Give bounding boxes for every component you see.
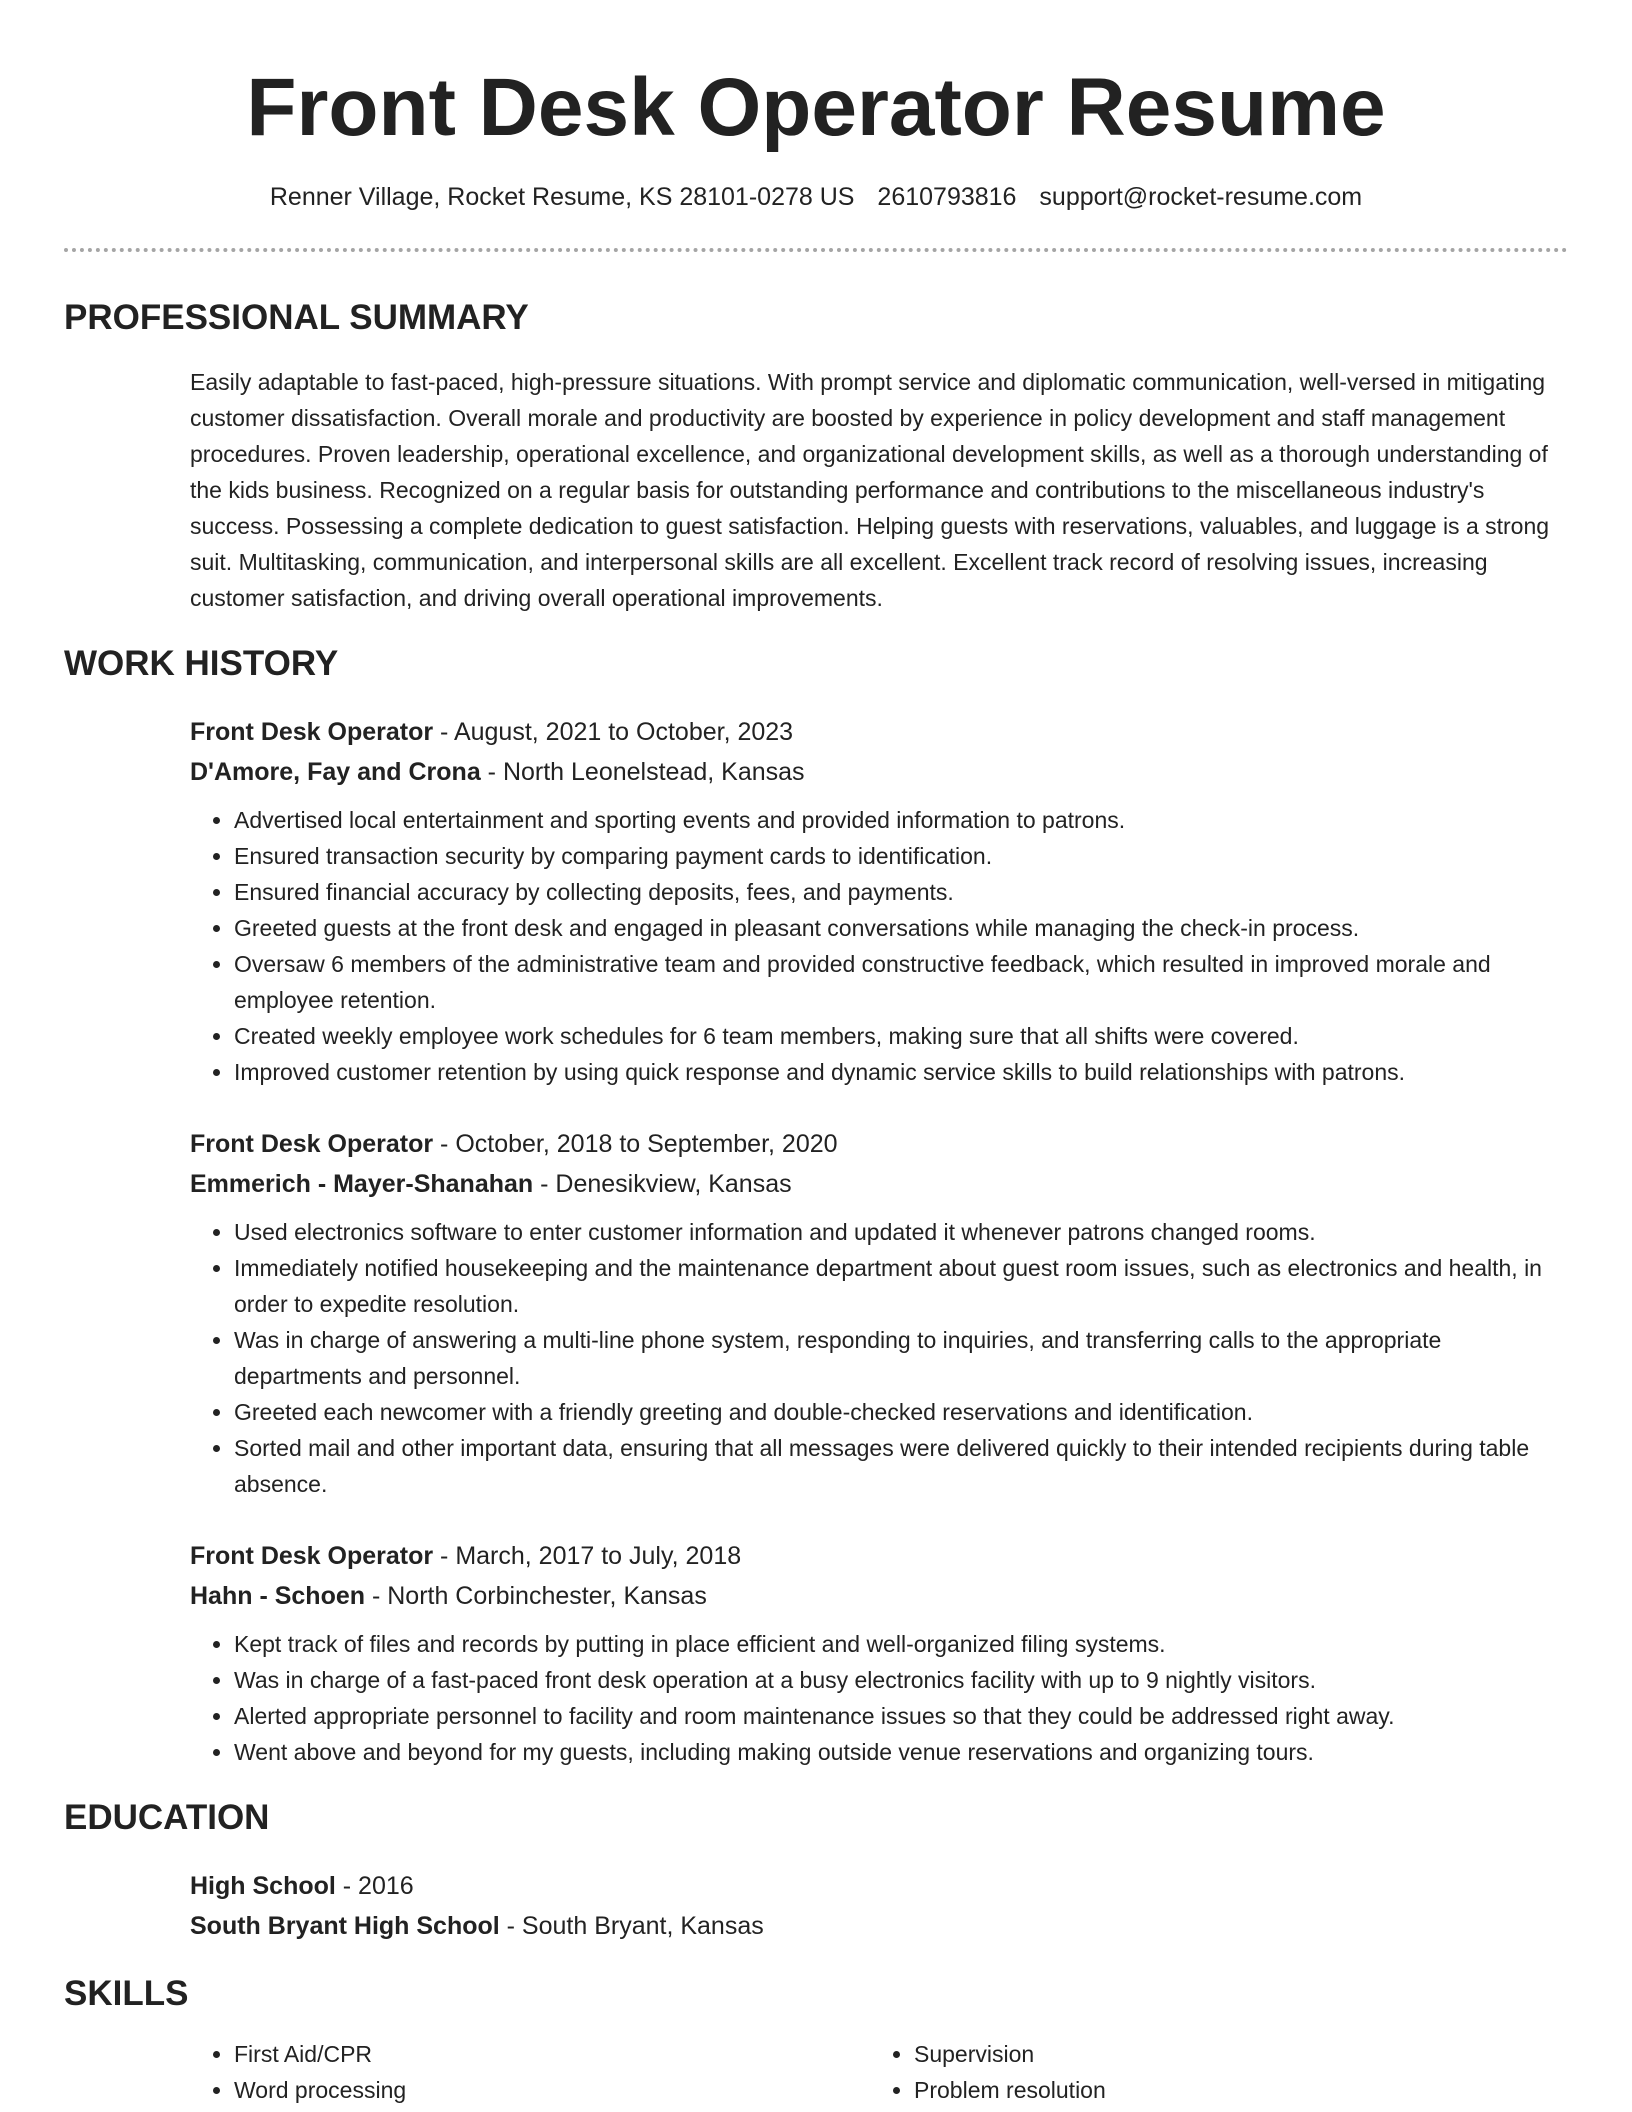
job-entry [190,1536,1568,1770]
job-bullet: • Immediately notified housekeeping and the maintenance department about guest room issues, such as electronics and health, in order to expedite resolution. [234,1250,1568,1322]
job-company: Emmerich - Mayer-Shanahan [190,1170,534,1198]
job-title-line [190,1536,1568,1576]
education-section [64,1796,1568,1946]
job-title-line [190,712,1568,752]
job-bullet: • Ensured transaction security by comparing payment cards to identification. [234,838,1568,874]
job-entry [190,712,1568,1090]
job-bullet: • Used electronics software to enter customer information and updated it whenever patrons changed rooms. [234,1214,1568,1250]
education-school-line [190,1906,1568,1946]
job-company-line [190,752,1568,792]
skill-item: • First Aid/CPR [234,2036,870,2072]
job-bullets [190,802,1568,1090]
job-bullet: • Greeted guests at the front desk and engaged in pleasant conversations while managing the check-in process. [234,910,1568,946]
work-history-section [64,642,1568,1770]
job-bullet: • Created weekly employee work schedules for 6 team members, making sure that all shifts were covered. [234,1018,1568,1054]
job-title: Front Desk Operator [190,1130,434,1158]
resume-page [64,0,1568,2108]
job-location: - North Leonelstead, Kansas [480,758,805,786]
job-bullet: • Alerted appropriate personnel to facility and room maintenance issues so that they could be addressed right away. [234,1698,1568,1734]
job-company-line [190,1576,1568,1616]
header-divider [64,248,1568,252]
skill-item: • Word processing [234,2072,870,2108]
education-degree-line [190,1866,1568,1906]
job-bullet: • Advertised local entertainment and sporting events and provided information to patrons. [234,802,1568,838]
education-location: - South Bryant, Kansas [499,1912,764,1940]
job-bullet: • Kept track of files and records by putting in place efficient and well-organized filing systems. [234,1626,1568,1662]
work-history-heading: WORK HISTORY [64,644,339,683]
skills-column-left [190,2036,870,2108]
education-school: South Bryant High School [190,1912,500,1940]
education-heading: EDUCATION [64,1798,270,1837]
job-bullet: • Sorted mail and other important data, ensuring that all messages were delivered quickly to their intended recipients during table absence. [234,1430,1568,1502]
job-title: Front Desk Operator [190,1542,434,1570]
job-dates: - August, 2021 to October, 2023 [433,718,794,746]
job-bullet: • Went above and beyond for my guests, including making outside venue reservations and organizing tours. [234,1734,1568,1770]
skills-column-right [870,2036,1550,2108]
skills-heading: SKILLS [64,1974,189,2013]
skill-item: • Problem resolution [914,2072,1550,2108]
skill-item: • Supervision [914,2036,1550,2072]
education-year: - 2016 [335,1872,414,1900]
job-bullet: • Was in charge of a fast-paced front desk operation at a busy electronics facility with up to 9 nightly visitors. [234,1662,1568,1698]
job-bullet: • Greeted each newcomer with a friendly greeting and double-checked reservations and identification. [234,1394,1568,1430]
skills-section [64,1972,1568,2108]
contact-email: support@rocket-resume.com [1039,183,1363,211]
job-company: Hahn - Schoen [190,1582,366,1610]
job-dates: - October, 2018 to September, 2020 [433,1130,838,1158]
contact-phone: 2610793816 [877,183,1017,211]
page-title: Front Desk Operator Resume [246,62,1386,153]
job-bullet: • Was in charge of answering a multi-line phone system, responding to inquiries, and transferring calls to the appropriate departments and personnel. [234,1322,1568,1394]
job-bullet: • Oversaw 6 members of the administrative team and provided constructive feedback, which resulted in improved morale and employee retention. [234,946,1568,1018]
job-entry [190,1124,1568,1502]
job-bullets [190,1214,1568,1502]
job-dates: - March, 2017 to July, 2018 [433,1542,742,1570]
skills-grid [190,2036,1568,2108]
job-company-line [190,1164,1568,1204]
job-bullet: • Improved customer retention by using quick response and dynamic service skills to build relationships with patrons. [234,1054,1568,1090]
education-entry [190,1866,1568,1946]
job-title-line [190,1124,1568,1164]
contact-address: Renner Village, Rocket Resume, KS 28101-0278 US [269,183,855,211]
summary-heading: PROFESSIONAL SUMMARY [64,298,529,337]
job-bullet: • Ensured financial accuracy by collecting deposits, fees, and payments. [234,874,1568,910]
job-location: - Denesikview, Kansas [533,1170,792,1198]
education-degree: High School [190,1872,336,1900]
job-company: D'Amore, Fay and Crona [190,758,481,786]
job-title: Front Desk Operator [190,718,434,746]
job-location: - North Corbinchester, Kansas [365,1582,707,1610]
job-bullets [190,1626,1568,1770]
summary-section [64,296,1568,616]
summary-text: Easily adaptable to fast-paced, high-pressure situations. With prompt service and diplomatic communication, well-versed in mitigating customer dissatisfaction. Overall morale and productivity are boosted by experience in policy development and staff management procedures. Proven leadership, operational excellence, and organizational development skills, as well as a thorough understanding of the kids business. Recognized on a regular basis for outstanding performance and contributions to the miscellaneous industry's success. Possessing a complete dedication to guest satisfaction. Helping guests with reservations, valuables, and luggage is a strong suit. Multitasking, communication, and interpersonal skills are all excellent. Excellent track record of resolving issues, increasing customer satisfaction, and driving overall operational improvements. [190,369,1550,611]
contact-line [64,180,1568,214]
